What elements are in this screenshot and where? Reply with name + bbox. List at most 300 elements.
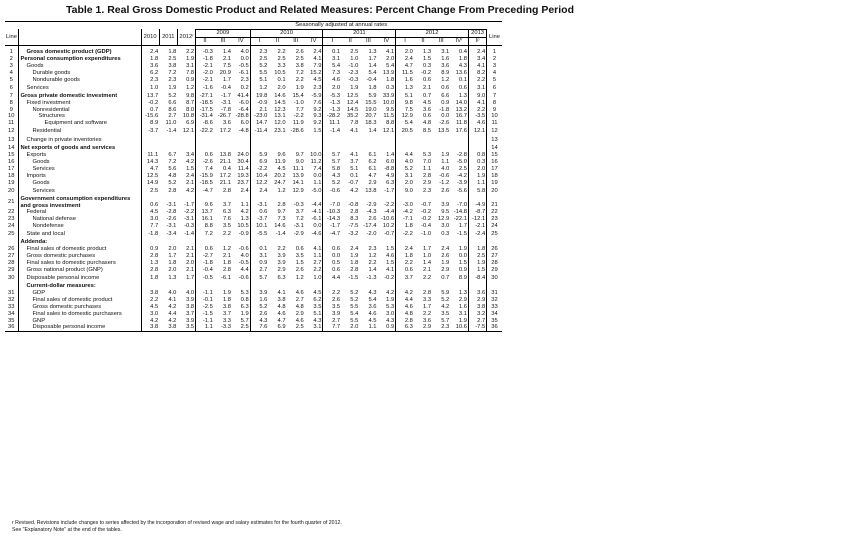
value-cell: 0.6 xyxy=(196,246,214,253)
value-cell: 0.0 xyxy=(323,253,341,260)
value-cell: 13.5 xyxy=(437,128,450,135)
line-number: 21 xyxy=(8,199,15,206)
value-cell: 14.1 xyxy=(292,180,304,187)
value-cell: 2.4 xyxy=(250,187,268,196)
value-cell xyxy=(177,136,195,145)
value-cell: 3.7 xyxy=(295,209,304,216)
value-cell: 4.8 xyxy=(396,311,414,318)
value-cell: -0.1 xyxy=(196,297,214,304)
value-cell: 3.6 xyxy=(368,303,377,310)
row-label: Federal xyxy=(18,209,141,216)
value-cell: 10.8 xyxy=(182,113,195,120)
value-cell: -4.4 xyxy=(384,209,395,216)
row-label: Final sales of domestic product xyxy=(18,246,141,253)
table-row xyxy=(5,187,502,196)
value-cell: 4.0 xyxy=(441,166,450,173)
value-cell: 1.1 xyxy=(423,166,432,173)
value-cell: -1.8 xyxy=(141,230,159,239)
value-cell: 1.8 xyxy=(222,259,231,266)
value-cell: -7.5 xyxy=(348,223,359,230)
value-cell: 1.9 xyxy=(295,84,304,91)
annual-year-header: 2010 xyxy=(141,29,159,45)
row-label: Services xyxy=(18,166,141,173)
value-cell: -7.8 xyxy=(221,106,231,113)
value-cell: 6.6 xyxy=(441,92,450,99)
value-cell: -1.2 xyxy=(439,180,450,187)
value-cell: 7.5 xyxy=(396,107,414,114)
value-cell xyxy=(159,239,177,246)
value-cell: -2.1 xyxy=(468,223,486,230)
value-cell: 4.5 xyxy=(313,76,322,83)
value-cell: 0.3 xyxy=(468,159,486,166)
value-cell: 2.2 xyxy=(368,259,377,266)
quarter-header: III xyxy=(214,37,232,45)
table-row xyxy=(5,274,502,283)
table-row xyxy=(5,77,502,84)
value-cell: 4.9 xyxy=(386,173,395,180)
value-cell: 15.2 xyxy=(310,69,322,76)
value-cell: 2.0 xyxy=(277,84,286,91)
value-cell xyxy=(177,145,195,152)
value-cell: 24.0 xyxy=(237,152,249,159)
value-cell: 12.9 xyxy=(396,113,414,120)
value-cell: 2.4 xyxy=(468,49,486,56)
value-cell: -22.2 xyxy=(196,127,214,136)
line-number: 10 xyxy=(8,113,15,120)
line-number: 3 xyxy=(9,62,13,69)
value-cell: 4.8 xyxy=(277,303,286,310)
table-row xyxy=(5,152,502,159)
table-row xyxy=(5,145,502,152)
value-cell: 0.5 xyxy=(323,260,341,267)
value-cell: 1.4 xyxy=(222,48,231,55)
value-cell: -2.2 xyxy=(184,209,195,216)
value-cell xyxy=(414,283,432,290)
value-cell: 5.2 xyxy=(250,304,268,311)
value-cell: 3.5 xyxy=(295,252,304,259)
value-cell: 2.1 xyxy=(423,84,432,91)
value-cell xyxy=(468,136,486,145)
value-cell: 5.2 xyxy=(396,166,414,173)
value-cell: 7.9 xyxy=(313,62,322,69)
value-cell: 0.9 xyxy=(441,99,450,106)
value-cell: -18.5 xyxy=(196,100,214,107)
value-cell: 2.5 xyxy=(287,324,305,331)
value-cell: 5.4 xyxy=(386,62,395,69)
quarter-header: IV xyxy=(305,37,323,45)
line-number: 30 xyxy=(8,274,15,281)
value-cell: 3.6 xyxy=(423,317,432,324)
value-cell: 12.1 xyxy=(468,127,486,136)
value-cell: 4.1 xyxy=(168,296,177,303)
value-cell: -5.0 xyxy=(456,159,467,166)
value-cell: -15.9 xyxy=(196,173,214,180)
value-cell: 7.4 xyxy=(313,166,322,173)
value-cell: -0.7 xyxy=(348,180,359,187)
line-number-right: 25 xyxy=(487,230,502,239)
value-cell: 7.4 xyxy=(196,166,214,173)
value-cell: 6.3 xyxy=(222,209,231,216)
value-cell: -2.8 xyxy=(166,209,177,216)
value-cell: 2.9 xyxy=(414,324,432,331)
value-cell: 4.3 xyxy=(250,318,268,325)
line-number-right: 22 xyxy=(487,209,502,216)
row-label: Structures xyxy=(18,113,141,120)
value-cell: 1.5 xyxy=(186,166,195,173)
quarter-year-header: 2012 xyxy=(396,29,469,37)
value-cell: 1.8 xyxy=(368,84,377,91)
value-cell: 1.5 xyxy=(386,245,395,252)
value-cell: 30.4 xyxy=(237,159,249,166)
value-cell: 12.5 xyxy=(347,92,359,99)
table-row xyxy=(5,253,502,260)
value-cell: 0.7 xyxy=(423,92,432,99)
value-cell xyxy=(141,145,159,152)
value-cell: 3.1 xyxy=(396,173,414,180)
value-cell: 6.3 xyxy=(396,324,414,331)
footnote-revised: r Revised. Revisions include changes to series affected by the incorporation of revised wage and salary estimates for the fourth quarter of 2012. xyxy=(12,520,342,526)
table-row xyxy=(5,260,502,267)
value-cell: 3.0 xyxy=(386,310,395,317)
value-cell: -0.2 xyxy=(421,69,432,76)
value-cell: 0.0 xyxy=(240,55,249,62)
value-cell: 4.0 xyxy=(240,252,249,259)
value-cell: 3.9 xyxy=(277,252,286,259)
value-cell: 1.9 xyxy=(350,252,359,259)
value-cell: 11.9 xyxy=(274,159,286,166)
value-cell: 2.2 xyxy=(396,260,414,267)
value-cell xyxy=(268,239,286,246)
value-cell: 0.6 xyxy=(423,113,432,120)
value-cell: 3.7 xyxy=(350,159,359,166)
value-cell: 5.5 xyxy=(350,317,359,324)
value-cell: -31.4 xyxy=(196,113,214,120)
value-cell: 2.1 xyxy=(186,245,195,252)
value-cell: 6.7 xyxy=(168,152,177,159)
value-cell: -2.6 xyxy=(196,159,214,166)
value-cell: 1.9 xyxy=(222,289,231,296)
value-cell: 3.6 xyxy=(441,62,450,69)
row-label: GDP xyxy=(18,290,141,297)
value-cell: 4.3 xyxy=(458,62,467,69)
line-number: 29 xyxy=(8,266,15,273)
line-number: 9 xyxy=(9,106,13,113)
value-cell: 4.6 xyxy=(277,310,286,317)
value-cell: 1.5 xyxy=(313,128,322,135)
value-cell: 1.0 xyxy=(350,55,359,62)
value-cell: 1.9 xyxy=(458,317,467,324)
line-number-right xyxy=(487,239,502,246)
value-cell: -2.2 xyxy=(396,230,414,239)
quarter-header: III xyxy=(359,37,377,45)
value-cell xyxy=(359,145,377,152)
seasonal-note: Seasonally adjusted at annual rates xyxy=(196,22,487,30)
value-cell: 1.9 xyxy=(458,245,467,252)
line-number-right: 23 xyxy=(487,216,502,223)
value-cell xyxy=(323,239,341,246)
value-cell: 9.0 xyxy=(295,159,304,166)
value-cell: 17.6 xyxy=(455,128,467,135)
value-cell: 3.7 xyxy=(222,310,231,317)
line-number: 8 xyxy=(9,99,13,106)
value-cell: 1.5 xyxy=(423,55,432,62)
value-cell: 6.9 xyxy=(186,120,195,127)
value-cell: -0.5 xyxy=(238,259,249,266)
line-number-right: 8 xyxy=(487,100,502,107)
table-title: Table 1. Real Gross Domestic Product and Related Measures: Percent Change From Preceding Period xyxy=(65,4,575,16)
value-cell: 1.5 xyxy=(386,259,395,266)
line-number-right: 29 xyxy=(487,267,502,274)
value-cell: 8.9 xyxy=(441,69,450,76)
value-cell: 10.4 xyxy=(250,173,268,180)
value-cell: 2.6 xyxy=(441,188,450,195)
value-cell: 4.0 xyxy=(186,289,195,296)
row-label: Nondurable goods xyxy=(18,77,141,84)
value-cell: 11.1 xyxy=(141,152,159,159)
line-number-right: 24 xyxy=(487,223,502,230)
value-cell: 14.9 xyxy=(141,180,159,187)
value-cell: 2.1 xyxy=(423,266,432,273)
value-cell: 11.4 xyxy=(237,166,249,173)
value-cell: 5.4 xyxy=(350,310,359,317)
line-number: 35 xyxy=(8,317,15,324)
value-cell xyxy=(450,239,468,246)
value-cell xyxy=(141,239,159,246)
value-cell: 13.6 xyxy=(455,69,467,76)
value-cell: 5.1 xyxy=(396,93,414,100)
value-cell: 4.5 xyxy=(313,289,322,296)
value-cell: 1.1 xyxy=(313,252,322,259)
value-cell xyxy=(287,145,305,152)
value-cell: 5.3 xyxy=(423,152,432,159)
value-cell: 6.9 xyxy=(268,324,286,331)
value-cell: 10.2 xyxy=(382,223,395,230)
value-cell: 4.6 xyxy=(323,77,341,84)
value-cell: 1.3 xyxy=(458,92,467,99)
value-cell: 3.9 xyxy=(277,259,286,266)
annual-year-header: 2012ʳ xyxy=(177,29,195,45)
value-cell: 2.0 xyxy=(396,49,414,56)
value-cell: 1.7 xyxy=(186,274,195,281)
value-cell xyxy=(341,136,359,145)
value-cell: -6.4 xyxy=(238,106,249,113)
value-cell: 0.6 xyxy=(441,84,450,91)
value-cell: 2.8 xyxy=(222,188,231,195)
line-number-right: 35 xyxy=(487,318,502,325)
value-cell: 1.0 xyxy=(423,252,432,259)
table-row xyxy=(5,107,502,114)
value-cell: 1.8 xyxy=(141,274,159,283)
value-cell: -4.1 xyxy=(311,209,322,216)
value-cell: 0.9 xyxy=(250,260,268,267)
value-cell xyxy=(287,283,305,290)
value-cell xyxy=(141,283,159,290)
value-cell: 5.2 xyxy=(323,180,341,187)
value-cell: 4.0 xyxy=(396,159,414,166)
value-cell: 4.7 xyxy=(277,317,286,324)
value-cell: 5.1 xyxy=(350,166,359,173)
line-number-right: 7 xyxy=(487,93,502,100)
table-row xyxy=(5,84,502,93)
value-cell: -22.1 xyxy=(453,216,467,223)
value-cell: 7.2 xyxy=(196,230,214,239)
value-cell: 23.1 xyxy=(274,128,286,135)
value-cell: -4.8 xyxy=(238,128,249,135)
value-cell: 8.5 xyxy=(423,128,432,135)
row-label: Gross domestic purchases xyxy=(18,253,141,260)
row-label: Change in private inventories xyxy=(18,136,141,145)
value-cell: 10.0 xyxy=(382,99,395,106)
value-cell: -6.0 xyxy=(238,99,249,106)
value-cell: 13.9 xyxy=(292,173,304,180)
value-cell xyxy=(432,136,450,145)
table-row xyxy=(5,290,502,297)
line-number-right: 10 xyxy=(487,113,502,120)
value-cell: 13.2 xyxy=(455,106,467,113)
value-cell: 2.2 xyxy=(141,297,159,304)
value-cell: 2.8 xyxy=(141,267,159,274)
value-cell: 2.8 xyxy=(350,209,359,216)
value-cell: 5.9 xyxy=(250,152,268,159)
value-cell: 1.2 xyxy=(441,76,450,83)
value-cell: 2.5 xyxy=(295,55,304,62)
value-cell: 2.2 xyxy=(186,48,195,55)
line-number-right: 3 xyxy=(487,63,502,70)
value-cell: -4.6 xyxy=(311,230,322,237)
row-label: Durable goods xyxy=(18,70,141,77)
value-cell: 3.3 xyxy=(423,296,432,303)
line-number: 7 xyxy=(9,92,13,99)
row-label: Addenda: xyxy=(18,239,141,246)
value-cell: 3.1 xyxy=(323,56,341,63)
value-cell: 3.8 xyxy=(159,324,177,331)
value-cell: 2.4 xyxy=(441,245,450,252)
line-number: 19 xyxy=(8,180,15,187)
value-cell: 2.4 xyxy=(396,56,414,63)
value-cell: -28.8 xyxy=(235,113,249,120)
value-cell: -3.2 xyxy=(348,230,359,237)
value-cell xyxy=(432,145,450,152)
value-cell: 5.4 xyxy=(323,63,341,70)
value-cell: 7.3 xyxy=(323,70,341,77)
value-cell: 10.6 xyxy=(450,324,468,331)
value-cell: -5.9 xyxy=(311,92,322,99)
line-number: 11 xyxy=(8,120,15,127)
line-number-right: 12 xyxy=(487,127,502,136)
value-cell: -6.1 xyxy=(311,216,322,223)
value-cell: -3.1 xyxy=(184,216,195,223)
value-cell: -0.3 xyxy=(348,76,359,83)
value-cell: 7.2 xyxy=(295,216,304,223)
value-cell: 3.1 xyxy=(305,324,323,331)
value-cell: 4.3 xyxy=(323,173,341,180)
value-cell: 5.4 xyxy=(396,120,414,127)
value-cell: 7.6 xyxy=(313,99,322,106)
value-cell: 3.8 xyxy=(295,62,304,69)
line-number xyxy=(5,239,18,246)
value-cell xyxy=(341,283,359,290)
value-cell: 0.6 xyxy=(196,152,214,159)
value-cell: 5.2 xyxy=(250,63,268,70)
line-number-right: 13 xyxy=(487,136,502,145)
value-cell: 1.8 xyxy=(396,253,414,260)
value-cell: 9.8 xyxy=(186,92,195,99)
value-cell: 3.6 xyxy=(141,63,159,70)
value-cell: -5.3 xyxy=(323,93,341,100)
value-cell: 6.1 xyxy=(368,166,377,173)
value-cell: 7.7 xyxy=(323,324,341,331)
value-cell: 41.4 xyxy=(237,92,249,99)
table-row xyxy=(5,297,502,304)
value-cell: 1.1 xyxy=(240,202,249,209)
quarter-header: IV xyxy=(378,37,396,45)
table-row xyxy=(5,304,502,311)
value-cell: 8.9 xyxy=(141,120,159,127)
value-cell: 1.8 xyxy=(168,48,177,55)
value-cell: 7.8 xyxy=(350,120,359,127)
value-cell: -1.5 xyxy=(348,274,359,281)
value-cell: 2.8 xyxy=(277,202,286,209)
value-cell: -1.5 xyxy=(456,230,467,237)
value-cell: 2.9 xyxy=(458,296,467,303)
value-cell: 5.7 xyxy=(250,274,268,283)
quarter-header: II xyxy=(341,37,359,45)
table-row xyxy=(5,318,502,325)
value-cell: 3.4 xyxy=(186,152,195,159)
value-cell: 1.5 xyxy=(295,259,304,266)
row-label: Fixed investment xyxy=(18,100,141,107)
table-row xyxy=(5,136,502,145)
line-number: 24 xyxy=(8,223,15,230)
value-cell: -1.3 xyxy=(323,100,341,107)
value-cell: 1.2 xyxy=(186,84,195,91)
value-cell: 2.0 xyxy=(468,166,486,173)
value-cell: 12.9 xyxy=(437,216,450,223)
value-cell: 4.7 xyxy=(396,63,414,70)
value-cell: 4.1 xyxy=(386,266,395,273)
value-cell: -17.5 xyxy=(196,107,214,114)
line-number-right: 2 xyxy=(487,56,502,63)
value-cell: 4.3 xyxy=(313,317,322,324)
value-cell: 2.4 xyxy=(186,173,195,180)
value-cell: 15.5 xyxy=(365,99,377,106)
value-cell: -3.1 xyxy=(166,223,177,230)
value-cell: 7.0 xyxy=(423,159,432,166)
value-cell: 4.3 xyxy=(386,317,395,324)
value-cell: 3.1 xyxy=(186,62,195,69)
value-cell: 4.1 xyxy=(313,55,322,62)
value-cell: 19.8 xyxy=(250,93,268,100)
row-label: Services xyxy=(18,84,141,93)
value-cell: -0.4 xyxy=(196,267,214,274)
value-cell: -4.7 xyxy=(323,230,341,239)
value-cell: 5.9 xyxy=(368,92,377,99)
value-cell: 1.8 xyxy=(350,259,359,266)
line-number: 17 xyxy=(8,166,15,173)
value-cell: 14.6 xyxy=(274,223,286,230)
value-cell: 0.0 xyxy=(313,173,322,180)
value-cell: 2.9 xyxy=(277,266,286,273)
value-cell: 4.4 xyxy=(240,266,249,273)
quarter-year-header: 2013 xyxy=(468,29,486,37)
value-cell xyxy=(396,283,414,290)
value-cell: 20.2 xyxy=(274,173,286,180)
value-cell: 12.2 xyxy=(250,180,268,187)
value-cell: -23.0 xyxy=(250,113,268,120)
value-cell: 5.1 xyxy=(313,310,322,317)
value-cell: 1.7 xyxy=(368,55,377,62)
value-cell: 0.0 xyxy=(441,113,450,120)
